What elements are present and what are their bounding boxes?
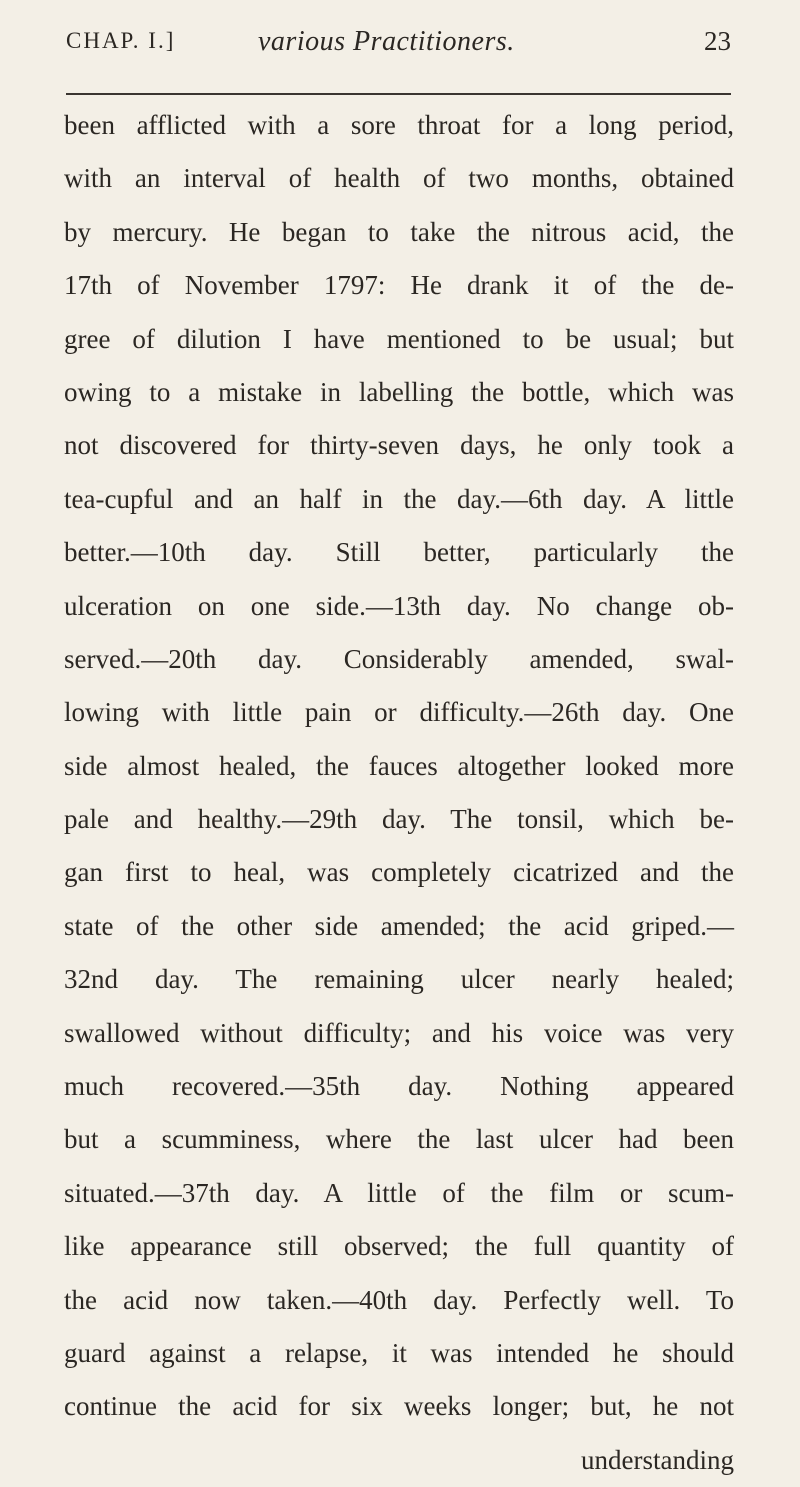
text-line: 17th of November 1797: He drank it of the de- [64, 270, 734, 301]
text-line: pale and healthy.—29th day. The tonsil, which be- [64, 804, 734, 835]
text-line: like appearance still observed; the full quantity of [64, 1231, 734, 1262]
text-line: but a scumminess, where the last ulcer had been [64, 1124, 734, 1155]
body-text [64, 99, 734, 1487]
text-line: guard against a relapse, it was intended he should [64, 1337, 734, 1368]
text-line: much recovered.—35th day. Nothing appeared [64, 1071, 734, 1102]
header-rule [66, 93, 731, 95]
text-line: owing to a mistake in labelling the bottle, which was [64, 376, 734, 407]
text-line: not discovered for thirty-seven days, he only took a [64, 430, 734, 461]
text-line: continue the acid for six weeks longer; but, he not [64, 1391, 734, 1422]
page-number: 23 [704, 26, 731, 56]
text-line: the acid now taken.—40th day. Perfectly well. To [64, 1284, 734, 1315]
text-line: been afflicted with a sore throat for a long period, [64, 110, 734, 140]
running-title: various Practitioners. [258, 26, 515, 57]
text-line: tea-cupful and an half in the day.—6th day. A little [64, 483, 734, 514]
text-line: 32nd day. The remaining ulcer nearly healed; [64, 964, 734, 995]
catchword: understanding [581, 1444, 734, 1475]
text-line: swallowed without difficulty; and his voice was very [64, 1017, 734, 1048]
text-line: situated.—37th day. A little of the film or scum- [64, 1177, 734, 1208]
text-line: lowing with little pain or difficulty.—26th day. One [64, 697, 734, 728]
running-header [66, 22, 731, 74]
text-line: ulceration on one side.—13th day. No change ob- [64, 590, 734, 621]
text-line: served.—20th day. Considerably amended, swal- [64, 643, 734, 674]
text-line: with an interval of health of two months, obtained [64, 163, 734, 194]
text-line: state of the other side amended; the acid griped.— [64, 910, 734, 941]
text-line: gan first to heal, was completely cicatrized and the [64, 857, 734, 888]
text-line: gree of dilution I have mentioned to be usual; but [64, 323, 734, 354]
chapter-label: CHAP. I.] [66, 28, 176, 53]
text-line: by mercury. He began to take the nitrous acid, the [64, 216, 734, 247]
text-line: better.—10th day. Still better, particularly the [64, 537, 734, 568]
text-line: side almost healed, the fauces altogether looked more [64, 750, 734, 781]
